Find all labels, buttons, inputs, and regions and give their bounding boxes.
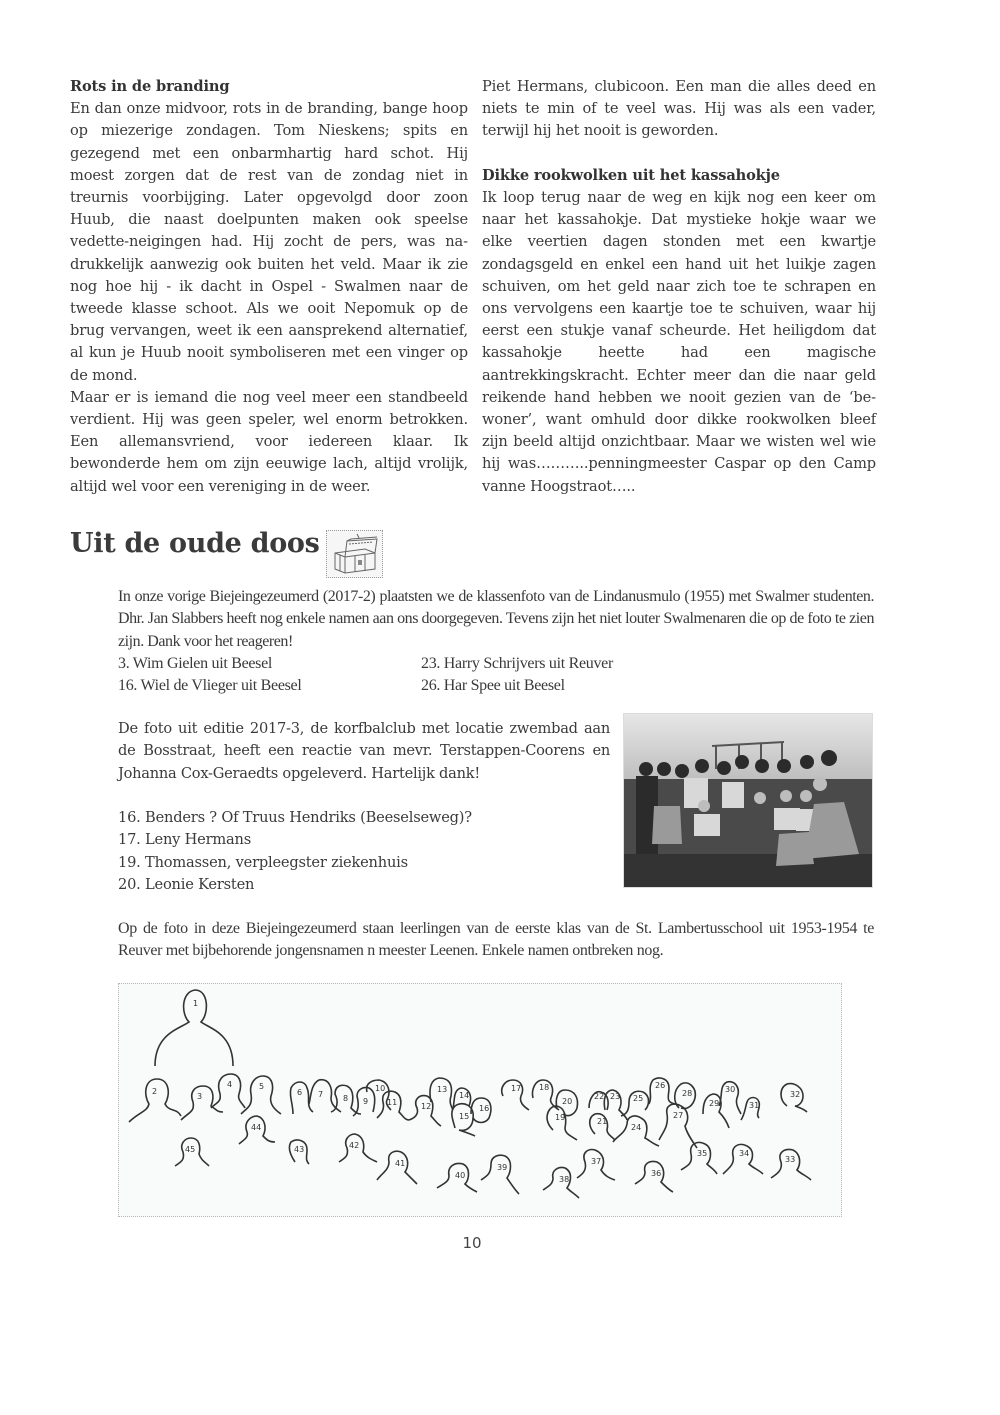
- korfbal-paragraph: De foto uit editie 2017-3, de korfbalclub met locatie zwembad aan de Bosstraat, heeft een reactie van mevr. Terstappen-Coorens en Johanna Cox-Geraedts opgeleverd. Hartelijk dank!: [118, 720, 610, 782]
- paragraph: Ik loop terug naar de weg en kijk nog een keer om naar het kassahokje. Dat mystieke hokje waar we elke veertien dagen stonden met een kwartje zondagsgeld en enkel een hand uit het luikje zagen schuiven, om het geld naar zich toe te schrapen en ons vervolgens een kaartje toe te schuiven, waar hij eerst een stukje vanaf scheurde. Het heiligdom dat kassahokje heette had een magische aantrekkingskracht. Echter meer dan die naar geld reikende hand hebben we nooit gezien van de ‘bewoner’, want omhuld door dikke rookwolken bleef zijn beeld altijd onzichtbaar. Maar we wisten wel wie hij was………..penningmeester Caspar op den Camp vanne Hoogstraot…..: [482, 189, 876, 495]
- svg-text:24: 24: [631, 1123, 642, 1132]
- right-column: [482, 76, 876, 498]
- name-entry: 26. Har Spee uit Beesel: [421, 677, 565, 695]
- name-entry: 23. Harry Schrijvers uit Reuver: [421, 655, 613, 672]
- svg-text:37: 37: [591, 1157, 602, 1166]
- svg-text:16: 16: [479, 1104, 490, 1113]
- svg-text:36: 36: [651, 1169, 662, 1178]
- svg-text:25: 25: [633, 1094, 644, 1103]
- names-row: [118, 653, 718, 675]
- svg-text:34: 34: [739, 1149, 750, 1158]
- svg-text:1: 1: [193, 999, 199, 1008]
- svg-text:20: 20: [562, 1097, 573, 1106]
- svg-text:41: 41: [395, 1159, 406, 1168]
- page-number: 10: [462, 1234, 482, 1252]
- svg-text:43: 43: [294, 1145, 305, 1154]
- svg-text:3: 3: [197, 1092, 203, 1101]
- svg-text:4: 4: [227, 1080, 233, 1089]
- list-item: 16. Benders ? Of Truus Hendriks (Beeselseweg)?: [118, 809, 472, 826]
- svg-text:30: 30: [725, 1085, 736, 1094]
- svg-text:29: 29: [709, 1099, 720, 1108]
- svg-text:27: 27: [673, 1111, 684, 1120]
- list-item: 19. Thomassen, verpleegster ziekenhuis: [118, 853, 408, 871]
- svg-text:39: 39: [497, 1163, 508, 1172]
- class-photo-paragraph: Op de foto in deze Biejeingezeumerd staan leerlingen van de eerste klas van de St. Lambertusschool uit 1953-1954 te Reuver met bijbehorende jongensnamen n meester Leenen. Enkele namen ontbreken nog.: [118, 920, 874, 960]
- svg-text:8: 8: [343, 1094, 349, 1103]
- left-column: [70, 76, 468, 498]
- list-item: 17. Leny Hermans: [118, 831, 252, 849]
- class-photo-key-drawing: [118, 983, 842, 1217]
- svg-text:12: 12: [421, 1102, 432, 1111]
- svg-text:23: 23: [610, 1092, 621, 1101]
- treasure-chest-icon: [326, 530, 383, 578]
- korfbal-name-list: [118, 807, 610, 896]
- svg-text:44: 44: [251, 1123, 262, 1132]
- svg-text:2: 2: [152, 1087, 158, 1096]
- svg-text:15: 15: [459, 1112, 470, 1121]
- svg-text:38: 38: [559, 1175, 570, 1184]
- paragraph: Piet Hermans, clubicoon. Een man die alles deed en niets te min of te veel was. Hij was als een vader, terwijl hij het nooit is geworden.: [482, 78, 876, 140]
- names-row: [118, 675, 718, 697]
- svg-text:10: 10: [375, 1084, 386, 1093]
- names-list: [118, 653, 718, 698]
- list-item: 20. Leonie Kersten: [118, 875, 255, 893]
- svg-text:42: 42: [349, 1141, 360, 1150]
- korfbal-team-photo: [623, 713, 873, 888]
- svg-text:13: 13: [437, 1085, 448, 1094]
- svg-text:31: 31: [749, 1101, 760, 1110]
- svg-text:6: 6: [297, 1088, 303, 1097]
- svg-text:45: 45: [185, 1145, 196, 1154]
- intro-paragraph: In onze vorige Biejeingezeumerd (2017-2) plaatsten we de klassenfoto van de Lindanusmulo (1955) met Swalmer studenten. Dhr. Jan Slabbers heeft nog enkele namen aan ons doorgegeven. Tevens zijn het niet louter Swalmenaren die op de foto te zien zijn. Dank voor het reageren!: [118, 588, 874, 650]
- name-entry: 16. Wiel de Vlieger uit Beesel: [118, 677, 302, 695]
- svg-text:32: 32: [790, 1090, 801, 1099]
- svg-text:9: 9: [363, 1097, 369, 1106]
- svg-text:40: 40: [455, 1171, 466, 1180]
- svg-text:14: 14: [459, 1091, 470, 1100]
- heading-rots-in-de-branding: Rots in de branding: [70, 78, 230, 95]
- svg-text:21: 21: [597, 1117, 608, 1126]
- svg-text:22: 22: [594, 1092, 605, 1101]
- name-entry: 3. Wim Gielen uit Beesel: [118, 655, 273, 672]
- svg-text:5: 5: [259, 1082, 265, 1091]
- svg-text:28: 28: [682, 1089, 693, 1098]
- section-title: Uit de oude doos: [70, 528, 320, 559]
- svg-text:26: 26: [655, 1081, 666, 1090]
- svg-text:33: 33: [785, 1155, 796, 1164]
- heading-dikke-rookwolken: Dikke rookwolken uit het kassahokje: [482, 166, 780, 184]
- svg-text:11: 11: [387, 1098, 398, 1107]
- svg-text:18: 18: [539, 1083, 550, 1092]
- paragraph: Maar er is iemand die nog veel meer een standbeeld verdient. Hij was geen speler, wel enorm betrokken. Een allemansvriend, voor iedereen klaar. Ik bewonderde hem om zijn eeuwige lach, altijd vrolijk, altijd wel voor een vereniging in de weer.: [70, 388, 468, 495]
- svg-text:19: 19: [555, 1113, 566, 1122]
- svg-text:35: 35: [697, 1149, 708, 1158]
- svg-text:17: 17: [511, 1084, 522, 1093]
- svg-text:7: 7: [318, 1090, 324, 1099]
- paragraph: En dan onze midvoor, rots in de branding, bange hoop op miezerige zondagen. Tom Nieskens; spits en gezegend met een onbarmhartig hard schot. Hij moest zorgen dat de rest van de zondag niet in treurnis voorbijging. Later opgevolgd door zoon Huub, die naast doelpunten maken ook speelse vedette-neigingen had. Hij zocht de pers, was nadrukkelijk aanwezig ook buiten het veld. Maar ik zie nog hoe hij - ik dacht in Ospel - Swalmen naar de tweede klasse schoot. Als we ooit Nepomuk op de brug vervangen, weet ik een aansprekend alternatief, al kun je Huub nooit symboliseren met een vinger op de mond.: [70, 100, 468, 384]
